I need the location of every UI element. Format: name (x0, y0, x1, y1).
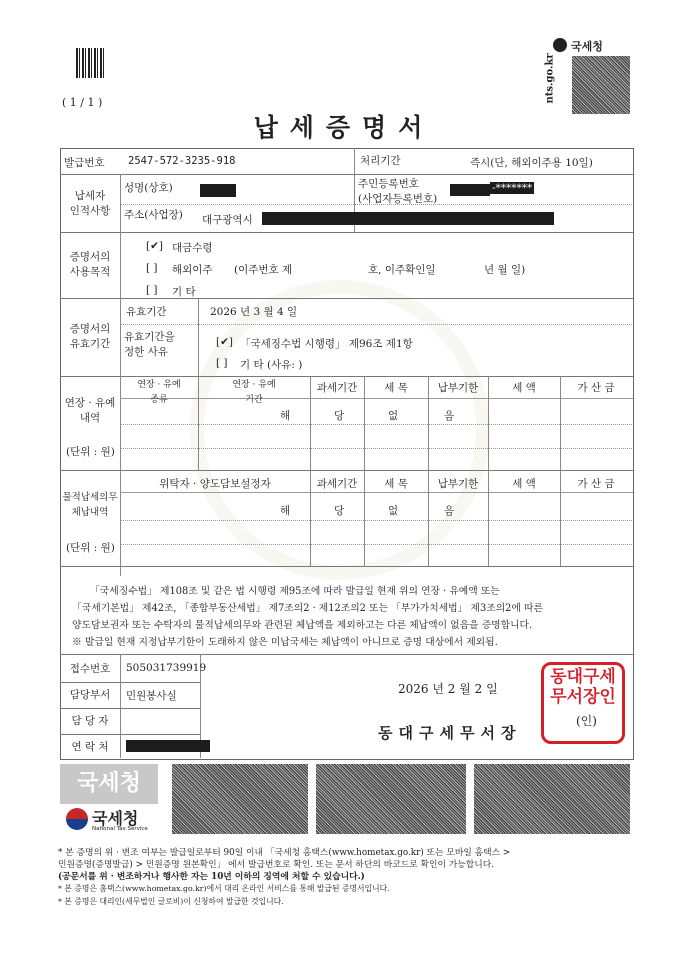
purpose-option2-date: 년 월 일) (484, 264, 526, 276)
nts-logo (553, 38, 633, 54)
address-redacted (262, 212, 554, 225)
department-label: 담당부서 (69, 689, 111, 701)
purpose-option2-checkbox: [ ] (146, 262, 158, 274)
seal-mark: (인) (576, 714, 597, 728)
id-redacted (450, 184, 490, 196)
trust-col-surcharge: 가 산 금 (577, 478, 615, 490)
trust-none-2: 당 (334, 505, 345, 517)
deferral-none-4: 음 (444, 410, 455, 422)
trust-col-amount: 세 액 (512, 478, 536, 490)
validity-reason2-checkbox: [ ] (216, 357, 228, 369)
deferral-col-due: 납부기한 (437, 382, 479, 394)
validity-section-label: 증명서의 유효기간 (69, 323, 111, 350)
top-qr-code (76, 48, 106, 78)
trust-none-4: 음 (444, 505, 455, 517)
address-value: 대구광역시 (202, 214, 253, 226)
nts-footer-logo-sub: National Tax Service (92, 826, 148, 832)
validity-period-value: 2026 년 3 월 4 일 (210, 306, 298, 318)
person-label: 담 당 자 (71, 715, 109, 727)
validity-reason1-label: 「국세징수법 시행령」 제96조 제1항 (240, 338, 413, 350)
nts-logo-text: 국세청 (571, 40, 603, 53)
deferral-col-type: 연장 · 유예 종류 (137, 380, 181, 405)
purpose-option3-checkbox: [ ] (146, 284, 158, 296)
trust-col-due: 납부기한 (437, 478, 479, 490)
deferral-col-surcharge: 가 산 금 (577, 382, 615, 394)
purpose-section-label: 증명서의 사용목적 (69, 251, 111, 278)
deferral-col-amount: 세 액 (512, 382, 536, 394)
id-label: 주민등록번호 (사업자등록번호) (358, 178, 438, 205)
validity-reason1-checkbox: [✔] (216, 336, 234, 348)
deferral-col-period: 연장 · 유예 기간 (232, 380, 276, 405)
footer-note-4: * 본 증명은 홈택스(www.hometax.go.kr)에서 대리 온라인 서비스를 통해 발급된 증명서입니다. (58, 884, 390, 893)
validity-reason2-label: 기 타 (사유: ) (240, 359, 303, 371)
deferral-col-tax-item: 세 목 (384, 382, 408, 394)
trust-none-3: 없 (388, 505, 399, 517)
receipt-number-value: 505031739919 (126, 662, 207, 674)
id-value-suffix: -******* (492, 182, 533, 194)
footer-note-2: 민원증명(증명발급) > 민원증명 원본확인」 에서 발급번호로 확인. 또는 문서 하단의 바코드로 확인이 가능합니다. (58, 860, 495, 870)
nts-footer-logo-name: 국세청 (92, 809, 139, 828)
trust-col-tax-item: 세 목 (384, 478, 408, 490)
statement-line-2: 「국세기본법」 제42조, 「종합부동산세법」 제7조의2 · 제12조의2 또는 「부가가치세법」 제3조의2에 따른 (72, 603, 543, 614)
deferral-none-1: 해 (280, 410, 291, 422)
watermark-emblem (190, 280, 490, 580)
process-period-value: 즉시(단, 해외이주용 10일) (470, 157, 593, 169)
footer-barcode-2 (316, 764, 466, 834)
nts-url: nts.go.kr (544, 53, 556, 104)
address-label: 주소(사업장) (124, 209, 183, 221)
trust-unit-label: (단위 : 원) (66, 542, 115, 554)
name-redacted (200, 184, 236, 197)
name-label: 성명(상호) (124, 182, 173, 194)
purpose-option1-checkbox: [✔] (146, 240, 164, 252)
process-period-label: 처리기간 (360, 155, 401, 167)
document-title: 납세증명서 (253, 113, 435, 142)
page-indicator: ( 1 / 1 ) (62, 96, 103, 109)
statement-line-3: 양도담보권자 또는 수탁자의 물적납세의무와 관련된 체납액을 제외하고는 다른 체납액이 없음을 증명합니다. (72, 620, 533, 631)
deferral-none-2: 당 (334, 410, 345, 422)
purpose-option1-label: 대금수령 (172, 242, 213, 254)
top-barcode (572, 56, 630, 114)
purpose-option3-label: 기 타 (172, 286, 196, 298)
deferral-section-label: 연장 · 유예 내역 (64, 397, 116, 424)
contact-redacted (126, 740, 210, 752)
footer-note-1: * 본 증명의 위 · 변조 여부는 발급일로부터 90일 이내 「국세청 홈택스(www.hometax.go.kr) 또는 모바일 홈택스 > (58, 848, 511, 858)
purpose-option2-label: 해외이주 (172, 264, 213, 276)
validity-reason-label: 유효기간을 정한 사유 (124, 331, 175, 358)
office-name: 동대구세무서장 (378, 724, 522, 742)
contact-label: 연 락 처 (71, 741, 109, 753)
purpose-option2-detail2: 호, 이주확인일 (368, 264, 436, 276)
taxpayer-section-label: 납세자 인적사항 (69, 190, 111, 217)
trust-none-1: 해 (280, 505, 291, 517)
official-seal: 동대구세 무서장인 (541, 662, 625, 744)
statement-line-1: 「국세징수법」 제108조 및 같은 법 시행령 제95조에 따라 발급일 현재 위의 연장 · 유예액 또는 (90, 586, 500, 597)
nts-footer-logo-icon (66, 808, 88, 830)
footer-note-3: (공문서를 위 · 변조하거나 행사한 자는 10년 이하의 징역에 처할 수 있습니다.) (58, 872, 365, 882)
issue-number-value: 2547-572-3235-918 (128, 155, 236, 167)
issue-number-label: 발급번호 (64, 157, 105, 169)
footer-note-5: * 본 증명은 대리인(세무법인 글로비)이 신청하여 발급한 것입니다. (58, 897, 284, 906)
footer-barcode-3 (474, 764, 630, 834)
deferral-unit-label: (단위 : 원) (66, 446, 115, 458)
department-value: 민원봉사실 (126, 690, 177, 702)
validity-period-label: 유효기간 (126, 306, 167, 318)
receipt-number-label: 접수번호 (69, 663, 111, 675)
trust-section-label: 물적납세의무 체납내역 (62, 492, 118, 518)
statement-line-4: ※ 발급일 현재 지정납부기한이 도래하지 않은 미납국세는 체납액이 아니므로 증명 대상에서 제외됨. (72, 637, 498, 648)
deferral-col-tax-period: 과세기간 (316, 382, 358, 394)
footer-watermark: 국세청 (60, 764, 158, 804)
trust-col-tax-period: 과세기간 (316, 478, 358, 490)
nts-logo-icon (553, 38, 567, 52)
purpose-option2-detail: (이주번호 제 (234, 264, 293, 276)
issue-date: 2026 년 2 월 2 일 (398, 682, 498, 696)
footer-barcode-1 (172, 764, 308, 834)
deferral-none-3: 없 (388, 410, 399, 422)
trust-col-trustor: 위탁자 · 양도담보설정자 (159, 478, 271, 490)
